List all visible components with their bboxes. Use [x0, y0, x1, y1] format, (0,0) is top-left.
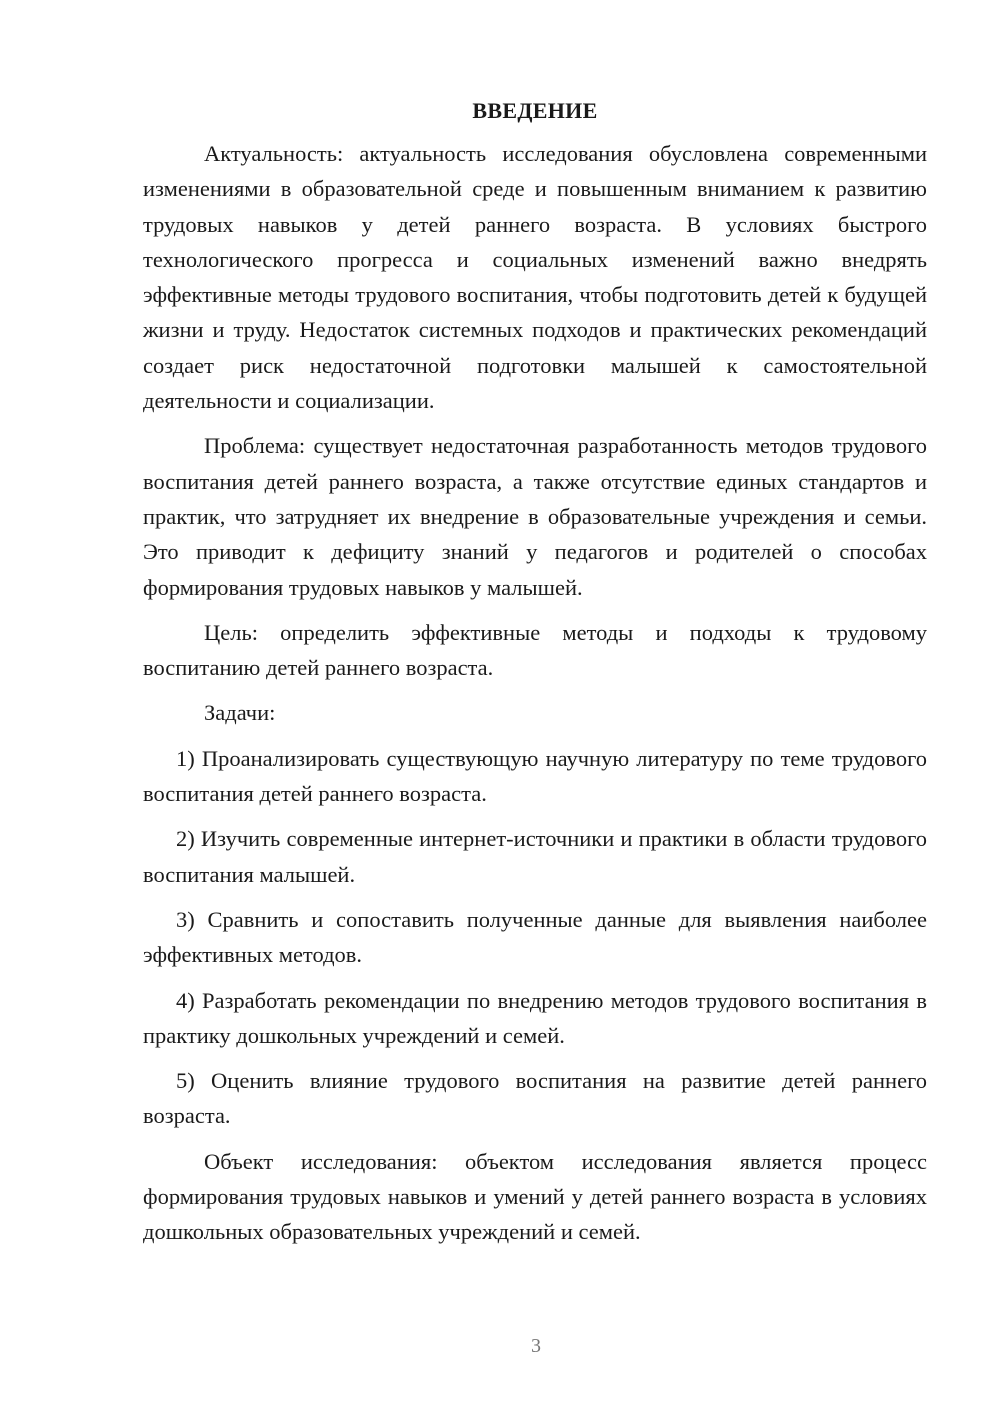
page-content — [143, 96, 927, 1250]
paragraph-goal: Цель: определить эффективные методы и подходы к трудовому воспитанию детей раннего возраста. — [143, 619, 927, 681]
task-item-3: 3) Сравнить и сопоставить полученные данные для выявления наиболее эффективных методов. — [143, 906, 927, 968]
paragraph-object: Объект исследования: объектом исследования является процесс формирования трудовых навыков и умений у детей раннего возраста в условиях дошкольных образовательных учреждений и семей. — [143, 1148, 927, 1245]
task-item-4: 4) Разработать рекомендации по внедрению методов трудового воспитания в практику дошкольных учреждений и семей. — [143, 987, 927, 1048]
task-item-1: 1) Проанализировать существующую научную литературу по теме трудового воспитания детей раннего возраста. — [143, 745, 927, 807]
paragraph-relevance: Актуальность: актуальность исследования обусловлена современными изменениями в образовательной среде и повышенным вниманием к развитию трудовых навыков у детей раннего возраста. В условиях быстрого технологического прогресса и социальных изменений важно внедрять эффективные методы трудового воспитания, чтобы подготовить детей к будущей жизни и труду. Недостаток системных подходов и практических рекомендаций создает риск недостаточной подготовки малышей к самостоятельной деятельности и социализации. — [143, 141, 927, 414]
task-item-5: 5) Оценить влияние трудового воспитания на развитие детей раннего возраста. — [143, 1068, 927, 1129]
paragraph-problem: Проблема: существует недостаточная разработанность методов трудового воспитания детей раннего возраста, а также отсутствие единых стандартов и практик, что затрудняет их внедрение в образовательные учреждения и семьи. Это приводит к дефициту знаний у педагогов и родителей о способах формирования трудовых навыков у малышей. — [143, 433, 927, 600]
tasks-heading: Задачи: — [204, 700, 276, 726]
section-title: ВВЕДЕНИЕ — [472, 98, 598, 123]
page-number: 3 — [531, 1335, 541, 1357]
task-item-2: 2) Изучить современные интернет-источники и практики в области трудового воспитания малышей. — [143, 826, 927, 887]
